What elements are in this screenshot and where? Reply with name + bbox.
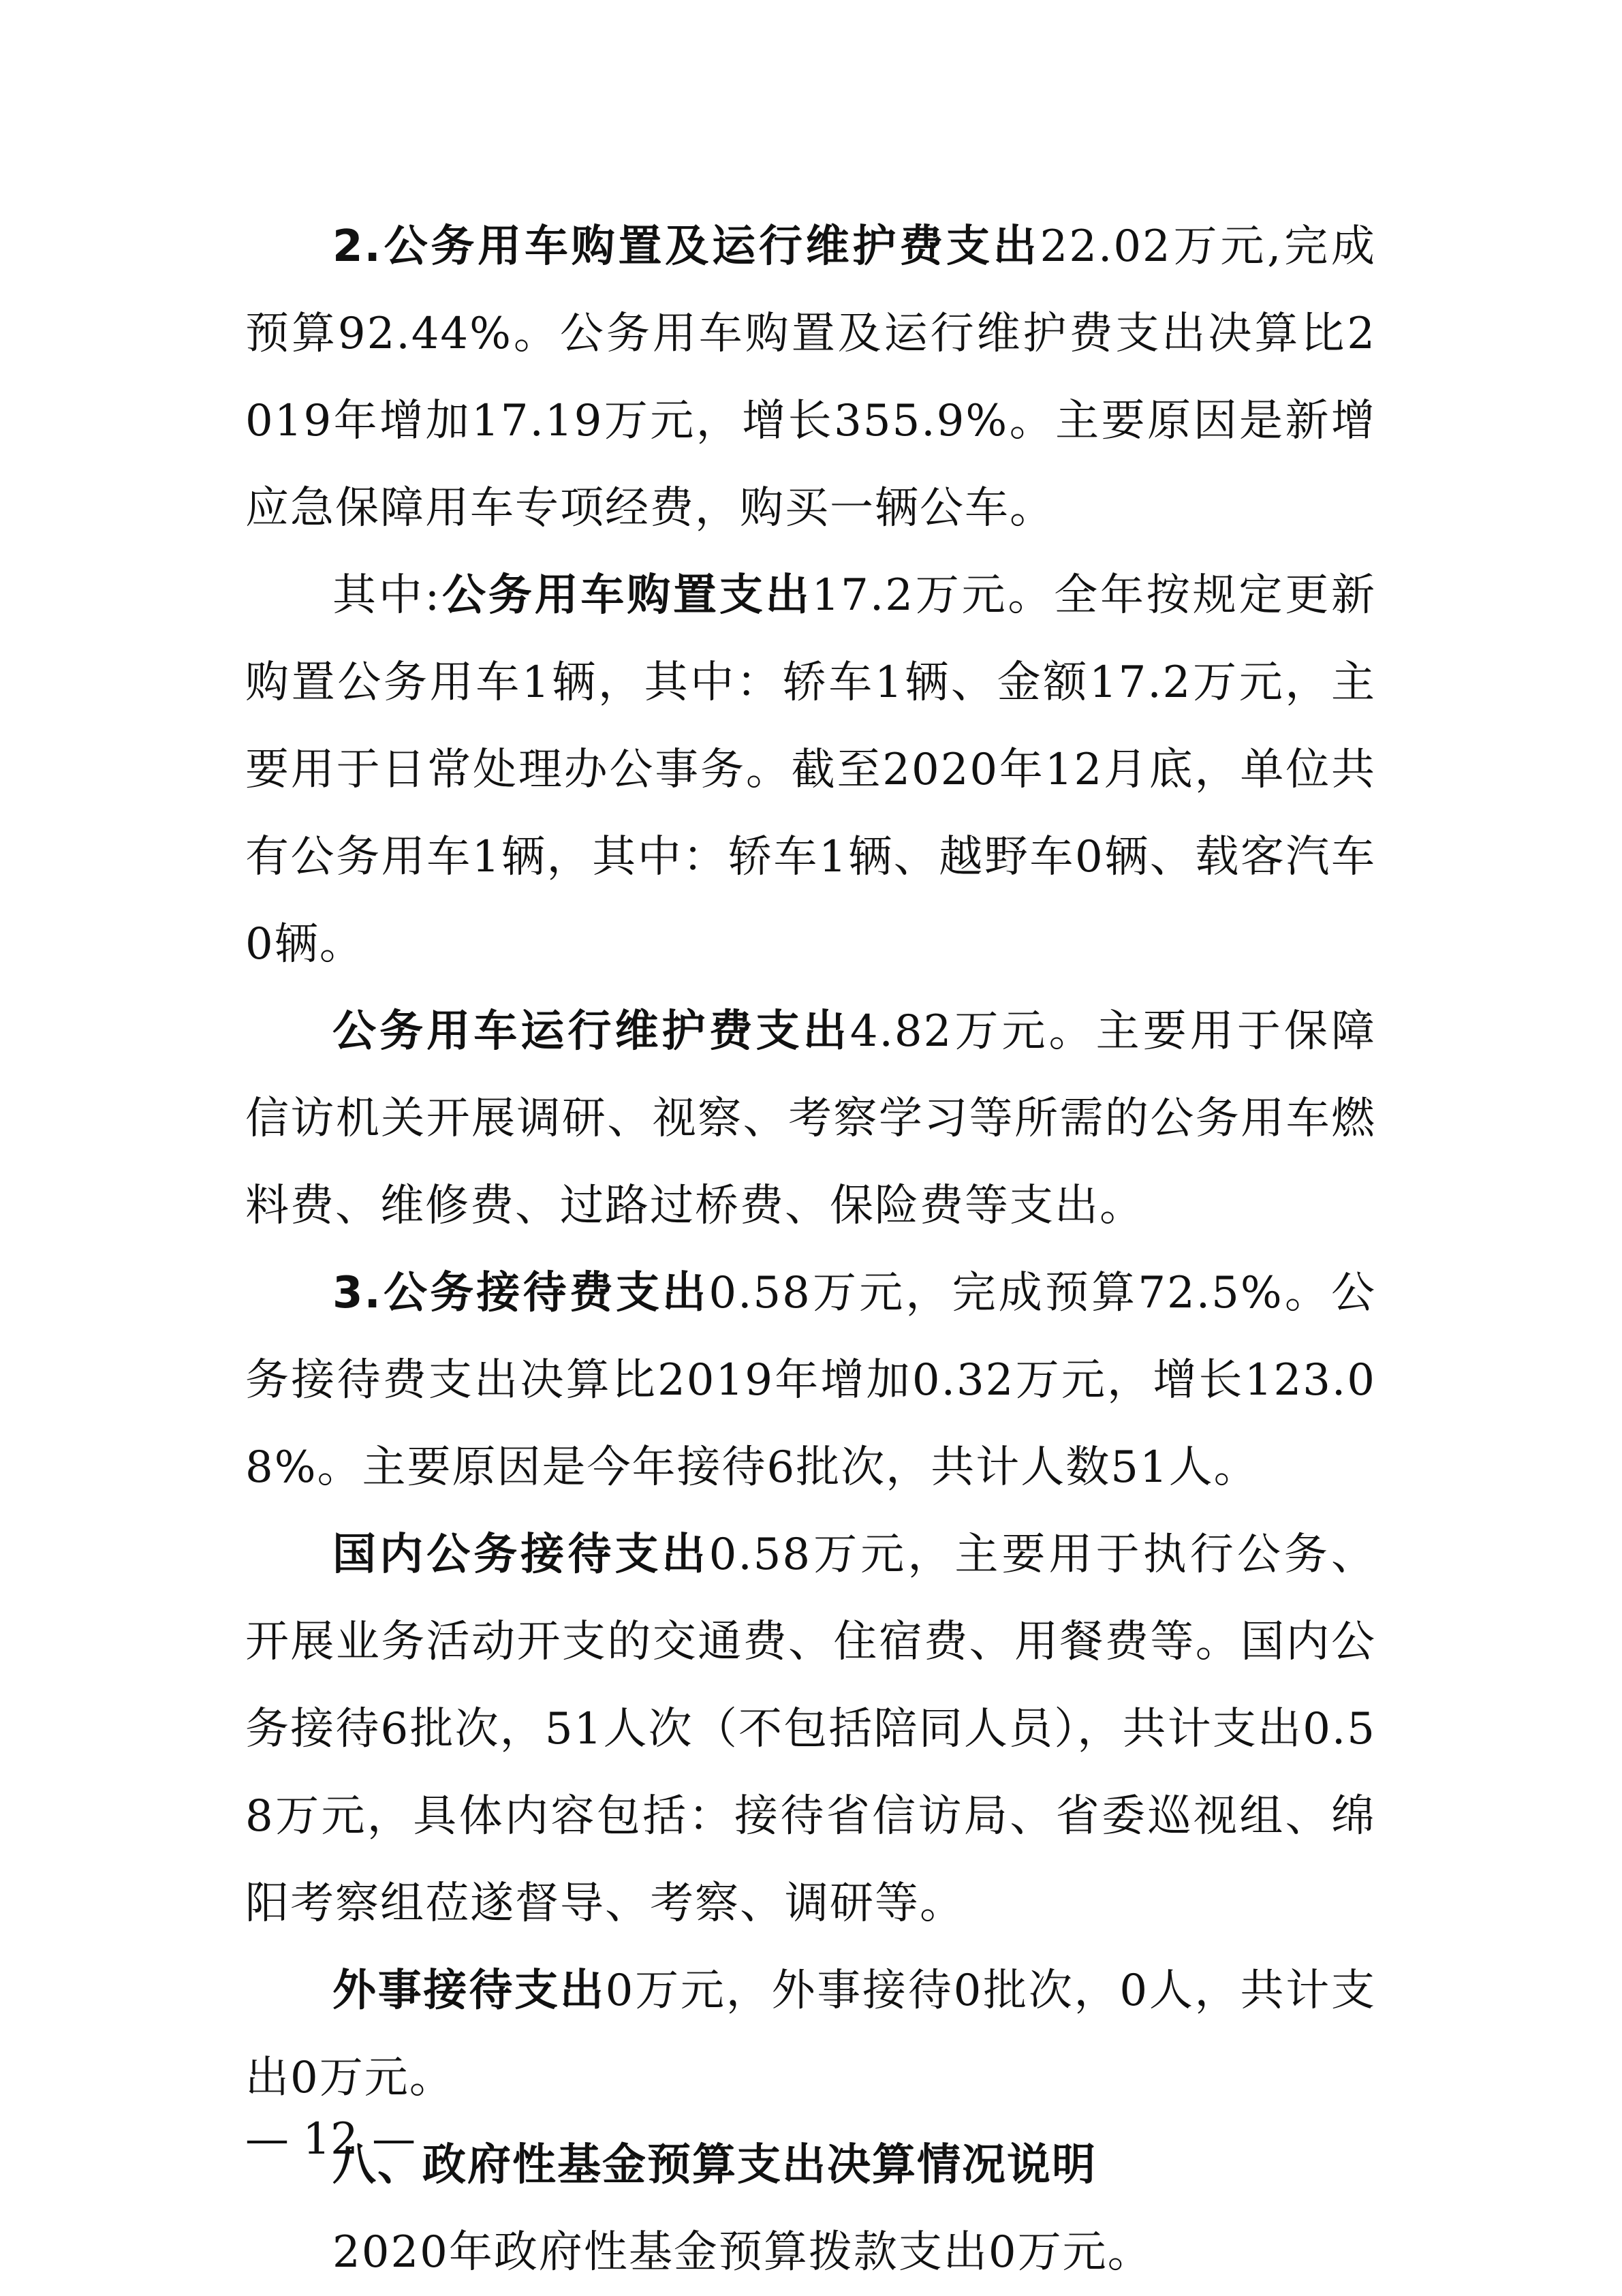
section-heading-text: 八、政府性基金预算支出决算情况说明 <box>332 2140 1097 2190</box>
section-lead-domestic-reception: 国内公务接待支出 <box>332 1530 709 1580</box>
paragraph-text: 0.58万元，完成预算72.5%。公务接待费支出决算比2019年增加0.32万元，增长123.08%。主要原因是今年接待6批次，共计人数51人。 <box>245 1268 1377 1493</box>
section-lead-foreign-reception: 外事接待支出 <box>332 1966 606 2016</box>
section-lead-vehicle-maintenance: 公务用车运行维护费支出 <box>332 1006 850 1057</box>
paragraph-vehicle-purchase <box>245 552 1376 988</box>
paragraph-domestic-reception <box>245 1511 1376 1947</box>
paragraph-prefix: 其中: <box>332 570 441 621</box>
paragraph-vehicle-maintenance <box>245 988 1376 1250</box>
paragraph-text: 2020年政府性基金预算拨款支出0万元。 <box>332 2227 1153 2278</box>
section-lead-vehicle-purchase: 公务用车购置支出 <box>441 570 812 621</box>
paragraph-text: 0万元，外事接待0批次，0人，共计支出0万元。 <box>245 1966 1376 2103</box>
paragraph-text: 22.02万元,完成预算92.44%。公务用车购置及运行维护费支出决算比2019年增加17.19万元，增长355.9%。主要原因是新增应急保障用车专项经费，购买一辆公车。 <box>245 221 1377 533</box>
page-number: — 12 — <box>245 2114 416 2165</box>
paragraph-vehicle-expense <box>245 203 1376 552</box>
paragraph-foreign-reception <box>245 1947 1376 2122</box>
paragraph-text: 17.2万元。全年按规定更新购置公务用车1辆，其中：轿车1辆、金额17.2万元，主要用于日常处理办公事务。截至2020年12月底，单位共有公务用车1辆，其中：轿车1辆、越野车0辆、载客汽车0辆。 <box>245 570 1377 969</box>
section-lead-reception-expense: 3.公务接待费支出 <box>332 1268 709 1318</box>
paragraph-government-fund <box>245 2209 1376 2296</box>
paragraph-text: 4.82万元。主要用于保障信访机关开展调研、视察、考察学习等所需的公务用车燃料费、维修费、过路过桥费、保险费等支出。 <box>245 1006 1377 1231</box>
section-lead-vehicle-expense: 2.公务用车购置及运行维护费支出 <box>332 221 1040 272</box>
paragraph-text: 0.58万元，主要用于执行公务、开展业务活动开支的交通费、住宿费、用餐费等。国内公务接待6批次，51人次（不包括陪同人员），共计支出0.58万元，具体内容包括：接待省信访局、省委巡视组、绵阳考察组莅遂督导、考察、调研等。 <box>245 1530 1377 1929</box>
document-body <box>245 203 1376 2296</box>
paragraph-reception-expense <box>245 1250 1376 1511</box>
